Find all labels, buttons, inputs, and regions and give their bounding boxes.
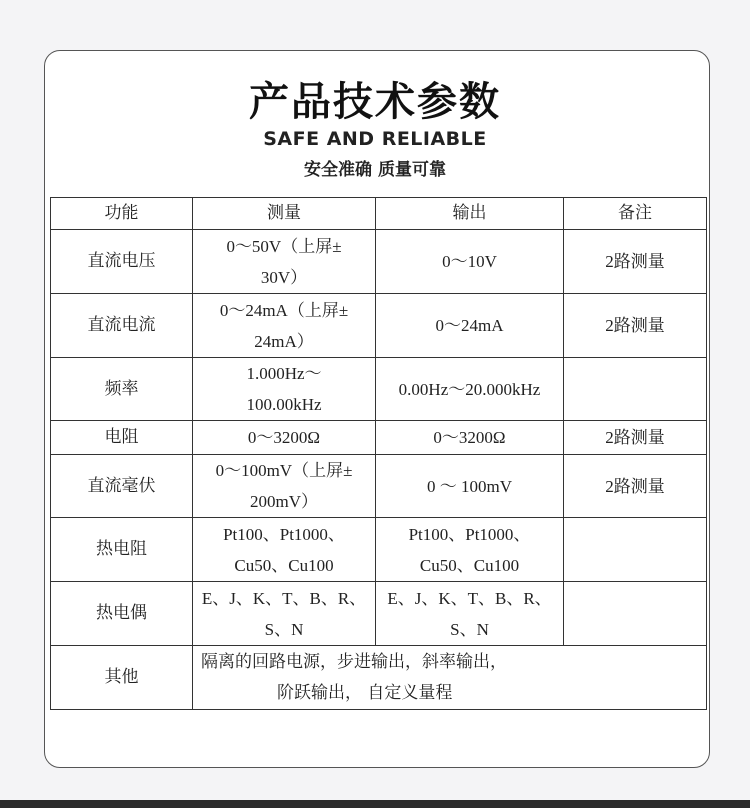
row-function: 频率 [51,358,193,421]
row-output: 0 ～ 100mV [376,455,564,518]
output-line: E、J、K、T、B、R、 [387,588,552,608]
row-note: 2路测量 [564,230,707,294]
row-output: 0～3200Ω [376,421,564,455]
row-note: 2路测量 [564,294,707,358]
measure-line: 100.00kHz [246,395,322,414]
measure-line: Cu50、Cu100 [234,555,334,575]
row-function: 其他 [51,646,193,710]
header-function: 功能 [51,198,193,230]
row-function: 直流电压 [51,230,193,294]
row-output: 0.00Hz～20.000kHz [376,358,564,421]
header-output: 输出 [376,198,564,230]
measure-line: 0～50V（上屏± [226,236,342,256]
row-note [564,582,707,646]
table-row [51,455,707,518]
bottom-bar [0,800,750,808]
row-measure [193,230,376,294]
measure-line: 30V） [260,267,308,287]
row-note [564,358,707,421]
row-measure [193,518,376,582]
measure-line: 0～24mA（上屏± [219,300,349,320]
output-line: Pt100、Pt1000、 [408,524,531,544]
header-measure: 测量 [193,198,376,230]
other-line: 阶跃输出， 自定义量程 [277,682,453,703]
table-row [51,421,707,455]
spec-table [50,197,707,710]
table-row [51,582,707,646]
row-output: 0～10V [376,230,564,294]
row-note: 2路测量 [564,455,707,518]
row-measure [193,358,376,421]
row-output: 0～24mA [376,294,564,358]
row-function: 热电偶 [51,582,193,646]
measure-line: 1.000Hz～ [246,364,322,383]
output-line: S、N [450,619,489,639]
row-measure [193,582,376,646]
page-subtitle: SAFE AND RELIABLE [263,128,487,150]
row-note: 2路测量 [564,421,707,455]
other-line: 隔离的回路电源，步进输出，斜率输出， [201,651,507,672]
table-row [51,230,707,294]
row-output [376,582,564,646]
table-header-row [51,198,707,230]
table-row [51,518,707,582]
row-function: 直流电流 [51,294,193,358]
measure-line: Pt100、Pt1000、 [223,524,345,544]
measure-line: 24mA） [254,331,314,351]
header-note: 备注 [564,198,707,230]
output-line: Cu50、Cu100 [419,555,520,575]
table-row-other [51,646,707,710]
other-description [193,646,707,710]
measure-line: S、N [264,619,304,639]
row-note [564,518,707,582]
row-measure [193,455,376,518]
row-measure [193,294,376,358]
table-row [51,294,707,358]
row-measure: 0～3200Ω [193,421,376,455]
measure-line: 0～100mV（上屏± [215,461,353,480]
row-function: 电阻 [51,421,193,455]
page-title: 产品技术参数 [249,79,501,125]
row-output [376,518,564,582]
row-function: 直流毫伏 [51,455,193,518]
page-slogan: 安全准确 质量可靠 [304,160,446,180]
row-function: 热电阻 [51,518,193,582]
measure-line: 200mV） [250,492,318,511]
measure-line: E、J、K、T、B、R、 [201,588,367,608]
table-row [51,358,707,421]
